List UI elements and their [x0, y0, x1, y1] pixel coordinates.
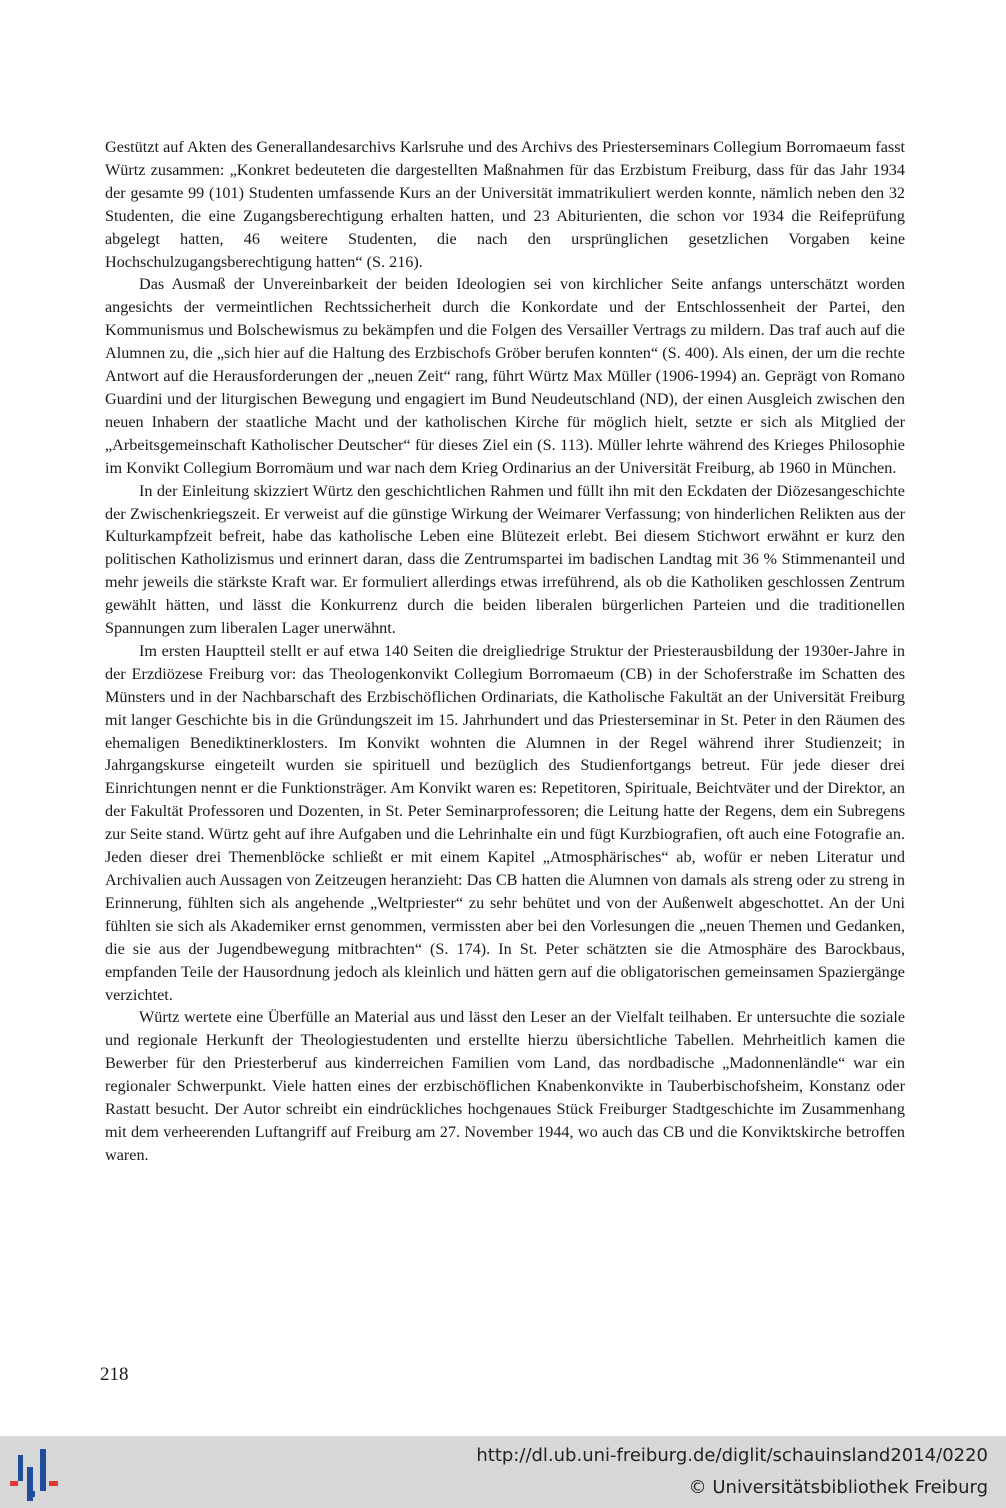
paragraph-5: Würtz wertete eine Überfülle an Material aus und lässt den Leser an der Vielfalt teilhaben. Er untersuchte die soziale und regionale Herkunft der Theologiestudenten und erstellte hierzu übersichtliche Tabellen. Mehrheitlich kamen die Bewerber für den Priesterberuf aus kinderreichen Familien vom Land, das nordbadische „Madonnenländle“ war ein regionaler Schwerpunkt. Viele hatten eines der erzbischöflichen Knabenkonvikte in Tauberbischofsheim, Konstanz oder Rastatt besucht. Der Autor schreibt ein eindrückliches hochgenaues Stück Freiburger Stadtgeschichte im Zusammenhang mit dem verheerenden Luftangriff auf Freiburg am 27. November 1944, wo auch das CB und die Konviktskirche betroffen waren.	[105, 1008, 905, 1164]
ub-freiburg-logo-icon	[8, 1445, 66, 1503]
paragraph-1: Gestützt auf Akten des Generallandesarchivs Karlsruhe und des Archivs des Priesterseminars Collegium Borromaeum fasst Würtz zusammen: „Konkret bedeuteten die dargestellten Maßnahmen für das Erzbistum Freiburg, dass für das Jahr 1934 der gesamte 99 (101) Studenten umfassende Kurs an der Universität immatrikuliert werden konnte, nämlich neben den 32 Studenten, die eine Zugangsberechtigung erhalten hatten, und 23 Abiturienten, die schon vor 1934 die Reifeprüfung abgelegt hatten, 46 weitere Studenten, die nach den ursprünglichen gesetzlichen Vorgaben keine Hochschulzugangsberechtigung hatten“ (S. 216).	[105, 138, 905, 271]
body-text	[105, 136, 905, 1167]
copyright-text: © Universitätsbibliothek Freiburg	[688, 1477, 988, 1498]
paragraph-3: In der Einleitung skizziert Würtz den geschichtlichen Rahmen und füllt ihn mit den Eckdaten der Diözesangeschichte der Zwischenkriegszeit. Er verweist auf die günstige Wirkung der Weimarer Verfassung; von hinderlichen Relikten aus der Kulturkampfzeit befreit, habe das katholische Leben eine Blütezeit erlebt. Bei diesem Stichwort erwähnt er kurz den politischen Katholizismus und erinnert daran, dass die Zentrumspartei im badischen Landtag mit 36 % Stimmenanteil und mehr jeweils die stärkste Kraft war. Er formuliert allerdings etwas irreführend, als ob die Katholiken geschlossen Zentrum gewählt hätten, und lässt die Konkurrenz durch die beiden liberalen bürgerlichen Parteien und die traditionellen Spannungen zum liberalen Lager unerwähnt.	[105, 481, 905, 638]
paragraph-2: Das Ausmaß der Unvereinbarkeit der beiden Ideologien sei von kirchlicher Seite anfangs unterschätzt worden angesichts der vermeintlichen Rechtssicherheit durch die Konkordate und der Entschlossenheit der Partei, den Kommunismus und Bolschewismus zu bekämpfen und die Folgen des Versailler Vertrags zu mildern. Das traf auch auf die Alumnen zu, die „sich hier auf die Haltung des Erzbischofs Gröber berufen konnten“ (S. 400). Als einen, der um die rechte Antwort auf die Herausforderungen der „neuen Zeit“ rang, führt Würtz Max Müller (1906-1994) an. Geprägt von Romano Guardini und der liturgischen Bewegung und engagiert im Bund Neudeutschland (ND), der einen Ausgleich zwischen den neuen Inhabern der staatliche Macht und der katholischen Kirche für möglich hielt, setzte er sich als Mitglied der „Arbeitsgemeinschaft Katholischer Deutscher“ für dieses Ziel ein (S. 113). Müller lehrte während des Krieges Philosophie im Konvikt Collegium Borromäum und war nach dem Krieg Ordinarius an der Universität Freiburg, ab 1960 in München.	[105, 275, 905, 477]
paragraph-4: Im ersten Hauptteil stellt er auf etwa 140 Seiten die dreigliedrige Struktur der Priesterausbildung der 1930er-Jahre in der Erzdiözese Freiburg vor: das Theologenkonvikt Collegium Borromaeum (CB) in der Schoferstraße im Schatten des Münsters und in der Nachbarschaft des Erzbischöflichen Ordinariats, die Katholische Fakultät an der Universität Freiburg mit langer Geschichte bis in die Gründungszeit im 15. Jahrhundert und das Priesterseminar in St. Peter in den Räumen des ehemaligen Benediktinerklosters. Im Konvikt wohnten die Alumnen in der Regel während ihrer Studienzeit; in Jahrgangskurse eingeteilt wurden sie spirituell und bezüglich des Studienfortgangs betreut. Für jede dieser drei Einrichtungen nennt er die Funktionsträger. Am Konvikt waren es: Repetitoren, Spirituale, Beichtväter und der Direktor, an der Fakultät Professoren und Dozenten, in St. Peter Seminarprofessoren; die Leitung hatte der Regens, dem ein Subregens zur Seite stand. Würtz geht auf ihre Aufgaben und die Lehrinhalte ein und fügt Kurzbiografien, oft auch eine Fotografie an. Jeden dieser drei Themenblöcke schließt er mit einem Kapitel „Atmosphärisches“ ab, wofür er neben Literatur und Archivalien auch Aussagen von Zeitzeugen heranzieht: Das CB hatten die Alumnen von damals als streng oder zu streng in Erinnerung, fühlten sich als angehende „Weltpriester“ zu sehr behütet und von der Außenwelt abgeschottet. An der Uni fühlten sie sich als Akademiker ernst genommen, vermissten aber bei den Vorlesungen die „neuen Themen und Gedanken, die sie aus der Jugendbewegung mitbrachten“ (S. 174). In St. Peter schätzten sie die Atmosphäre des Barockbaus, empfanden Teile der Hausordnung jedoch als kleinlich und hätten gern auf die obligatorischen gemeinsamen Spaziergänge verzichtet.	[105, 641, 905, 1004]
permalink-link[interactable]: http://dl.ub.uni-freiburg.de/diglit/schauinsland2014/0220	[476, 1445, 988, 1466]
page-number: 218	[100, 1364, 129, 1385]
footer-bar	[0, 1436, 1006, 1508]
